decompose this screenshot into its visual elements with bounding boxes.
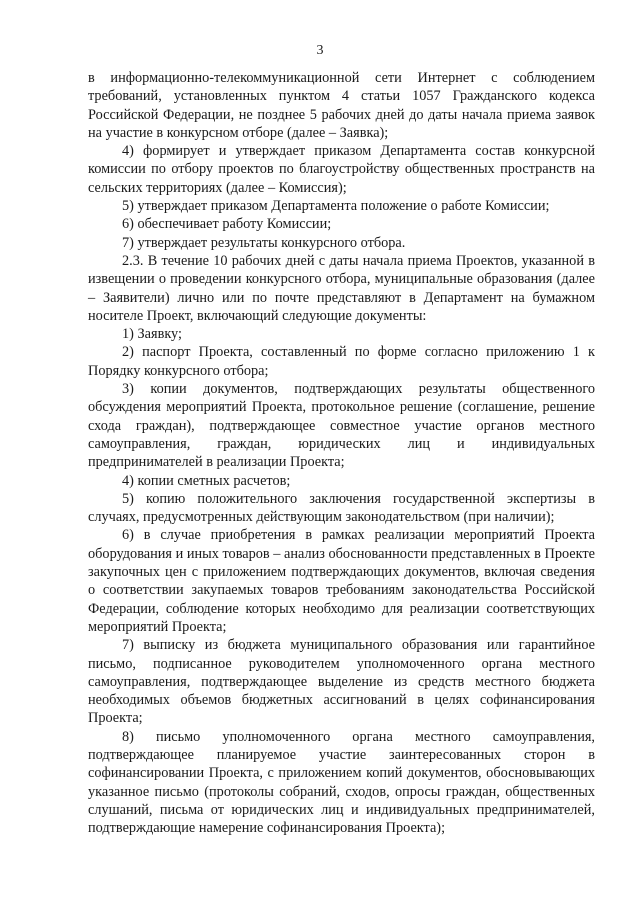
section-2-3: 2.3. В течение 10 рабочих дней с даты начала приема Проектов, указанной в извещении о проведении конкурсного отбора, муниципальные образования (далее – Заявители) лично или по почте представляют в Департамент на бумажном носителе Проект, включающий следующие документы: — [88, 252, 595, 324]
paragraph-continuation: в информационно-телекоммуникационной сети Интернет с соблюдением требований, установленных пунктом 4 статьи 1057 Гражданского кодекса Российской Федерации, не позднее 5 рабочих дней до даты начала приема заявок на участие в конкурсном отборе (далее – Заявка); — [88, 70, 595, 141]
page-number: 3 — [316, 43, 324, 58]
document-item-7: 7) выписку из бюджета муниципального образования или гарантийное письмо, подписанное руководителем уполномоченного органа местного самоуправления, подтверждающее выделение из средств местного бюджета необходимых объемов бюджетных ассигнований в целях софинансирования Проекта; — [88, 637, 595, 727]
document-item-6: 6) в случае приобретения в рамках реализации мероприятий Проекта оборудования и иных товаров – анализ обоснованности представленных в Проекте закупочных цен с приложением подтверждающих документов, включая сведения о соответствии закупаемых товаров требованиям законодательства Российской Федерации, соблюдение которых необходимо для реализации соответствующих мероприятий Проекта; — [88, 527, 595, 635]
document-item-8: 8) письмо уполномоченного органа местного самоуправления, подтверждающее планируемое участие заинтересованных сторон в софинансировании Проекта, с приложением копий документов, обосновывающих указанное письмо (протоколы собраний, сходов, опросы граждан, общественных слушаний, письма от юридических лиц и индивидуальных предпринимателей, подтверждающие намерение софинансирования Проекта); — [88, 728, 595, 837]
document-item-3: 3) копии документов, подтверждающих результаты общественного обсуждения мероприятий Проекта, протокольное решение (соглашение, решение схода граждан), подтверждающее совместное участие органов местного самоуправления, граждан, юридических лиц и индивидуальных предпринимателей в реализации Проекта; — [88, 381, 595, 471]
document-item-1: 1) Заявку; — [122, 326, 182, 343]
list-item-4: 4) формирует и утверждает приказом Департамента состав конкурсной комиссии по отбору проектов по благоустройству общественных пространств на сельских территориях (далее – Комиссия); — [88, 143, 595, 196]
list-item-6: 6) обеспечивает работу Комиссии; — [122, 216, 332, 233]
document-item-5: 5) копию положительного заключения государственной экспертизы в случаях, предусмотренных действующим законодательством (при наличии); — [88, 490, 595, 526]
document-item-2: 2) паспорт Проекта, составленный по форме согласно приложению 1 к Порядку конкурсного отбора; — [88, 344, 595, 379]
list-item-5: 5) утверждает приказом Департамента положение о работе Комиссии; — [122, 198, 550, 215]
list-item-7: 7) утверждает результаты конкурсного отбора. — [122, 234, 406, 251]
document-body — [88, 69, 595, 837]
document-item-4: 4) копии сметных расчетов; — [122, 472, 291, 489]
